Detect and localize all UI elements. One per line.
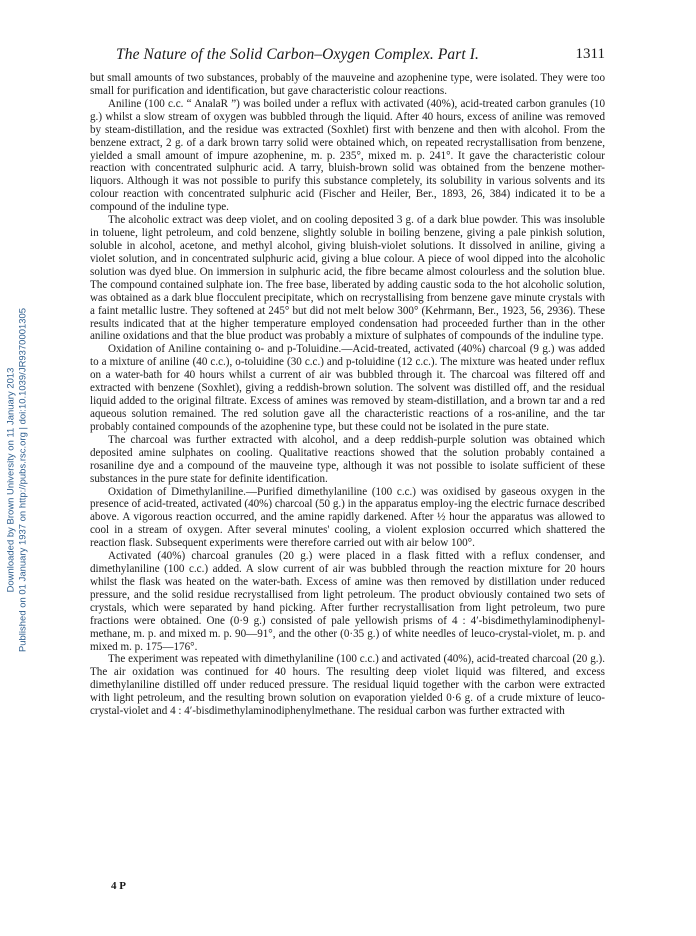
download-watermark: Downloaded by Brown University on 11 January 2013 — [4, 367, 16, 593]
running-head — [90, 46, 605, 66]
signature-mark: 4 P — [111, 880, 126, 892]
running-title: The Nature of the Solid Carbon–Oxygen Complex. Part I. — [116, 46, 480, 63]
article-body — [90, 72, 605, 718]
paragraph-dimethylaniline-oxidation: Oxidation of Dimethylaniline.—Purified dimethylaniline (100 c.c.) was oxidised by gaseous oxygen in the presence of acid-treated, activated (40%) charcoal (50 g.) in the apparatus employ-ing the electric furnace described above. A vigorous reaction occurred, and the amine rapidly darkened. After ½ hour the apparatus was allowed to cool in a stream of oxygen. After several minutes' cooling, a violent explosion occurred which shattered the reaction flask. Subsequent experiments were therefore carried out with air below 100°. — [90, 485, 605, 550]
page-number: 1311 — [575, 46, 605, 62]
paragraph-charcoal-granules: Activated (40%) charcoal granules (20 g.) were placed in a flask fitted with a reflux condenser, and dimethylaniline (100 c.c.) added. A slow current of air was bubbled through the reaction mixture for 20 hours whilst the flask was heated on the water-bath. Excess of amine was then removed by distillation under reduced pressure, and the solid residue recrystallised from light petroleum. The product obviously contained two sets of crystals, which were separated by hand picking. After further recrystallisation from light petroleum, two pure fractions were obtained. One (0·9 g.) consisted of pale yellowish prisms of 4 : 4′-bisdimethylaminodiphenyl-methane, m. p. and mixed m. p. 90—91°, and the other (0·35 g.) of white needles of leuco-crystal-violet, m. p. and mixed m. p. 175—176°. — [90, 550, 605, 653]
paragraph-aniline-boiling: Aniline (100 c.c. “ AnalaR ”) was boiled under a reflux with activated (40%), acid-treated carbon granules (10 g.) whilst a slow stream of oxygen was bubbled through the liquid. After 40 hours, excess of aniline was removed by steam-distillation, and the residue was extracted (Soxhlet) first with benzene and then with alcohol. From the benzene extract, 2 g. of a dark brown tarry solid were obtained which, on repeated recrystallisation from benzene, yielded a small amount of impure azophenine, m. p. 235°, mixed m. p. 241°. It gave the characteristic colour reaction with concentrated sulphuric acid. A tarry, bluish-brown solid was obtained from the benzene mother-liquors. Although it was not possible to purify this substance completely, its solubility in various solvents and its colour reaction with concentrated sulphuric acid (Fischer and Heiler, Ber., 1893, 26, 384) indicated it to be a compound of the induline type. — [90, 97, 605, 214]
publication-watermark: Published on 01 January 1937 on http://pubs.rsc.org | doi:10.1039/JR9370001305 — [16, 307, 28, 653]
paragraph-charcoal-extraction: The charcoal was further extracted with alcohol, and a deep reddish-purple solution was obtained which deposited amine sulphates on cooling. Qualitative reactions showed that the solution probably contained a rosaniline dye and a compound of the mauveine type, although it was not possible to isolate sufficient of these substances in the pure state for definite identification. — [90, 433, 605, 485]
paragraph-toluidine-oxidation: Oxidation of Aniline containing o- and p-Toluidine.—Acid-treated, activated (40%) charcoal (9 g.) was added to a mixture of aniline (40 c.c.), o-toluidine (30 c.c.) and p-toluidine (12 c.c.). The mixture was heated under reflux on a water-bath for 40 hours whilst a current of air was bubbled through it. The charcoal was filtered off and extracted with benzene (Soxhlet), giving a reddish-brown solution. The solvent was distilled off, and the residual liquid added to the original filtrate. Excess of amines was removed by steam-distillation, and a brown tar and a red aqueous solution remained. The red solution gave all the characteristic reactions of a ros-aniline, and the tar probably contained compounds of the azophenine type, but these could not be isolated in the pure state. — [90, 343, 605, 433]
paragraph-continued: but small amounts of two substances, probably of the mauveine and azophenine type, were isolated. They were too small for purification and identification, but gave characteristic colour reactions. — [90, 72, 605, 97]
paragraph-repeated-experiment: The experiment was repeated with dimethylaniline (100 c.c.) and activated (40%), acid-treated charcoal (20 g.). The air oxidation was continued for 40 hours. The resulting deep violet liquid was filtered, and excess dimethylaniline distilled off under reduced pressure. The residual liquid together with the carbon were extracted with light petroleum, and the resulting brown solution on evaporation yielded 0·6 g. of a crude mixture of leuco-crystal-violet and 4 : 4′-bisdimethylaminodiphenylmethane. The residual carbon was further extracted with — [90, 653, 605, 718]
paragraph-alcoholic-extract: The alcoholic extract was deep violet, and on cooling deposited 3 g. of a dark blue powder. This was insoluble in toluene, light petroleum, and cold benzene, slightly soluble in boiling benzene, giving a pale pinkish solution, soluble in alcohol, acetone, and methyl alcohol, giving bluish-violet solutions. It dissolved in aniline, giving a violet solution, and in concentrated sulphuric acid, giving a blue colour. A piece of wool dipped into the alcoholic solution was dyed blue. On immersion in sulphuric acid, the fibre became almost colourless and the solution blue. The compound contained sulphate ion. The free base, liberated by adding caustic soda to the hot alcoholic solution, was obtained as a dark blue flocculent precipitate, which on recrystallising from benzene gave minute crystals with a faint metallic lustre. They softened at 245° but did not melt below 300° (Kehrmann, Ber., 1923, 56, 2936). These results indicated that at the higher temperature employed condensation had proceeded further than in the other aniline oxidations and that the blue product was probably a mixture of sulphates of compounds of the induline type. — [90, 214, 605, 343]
